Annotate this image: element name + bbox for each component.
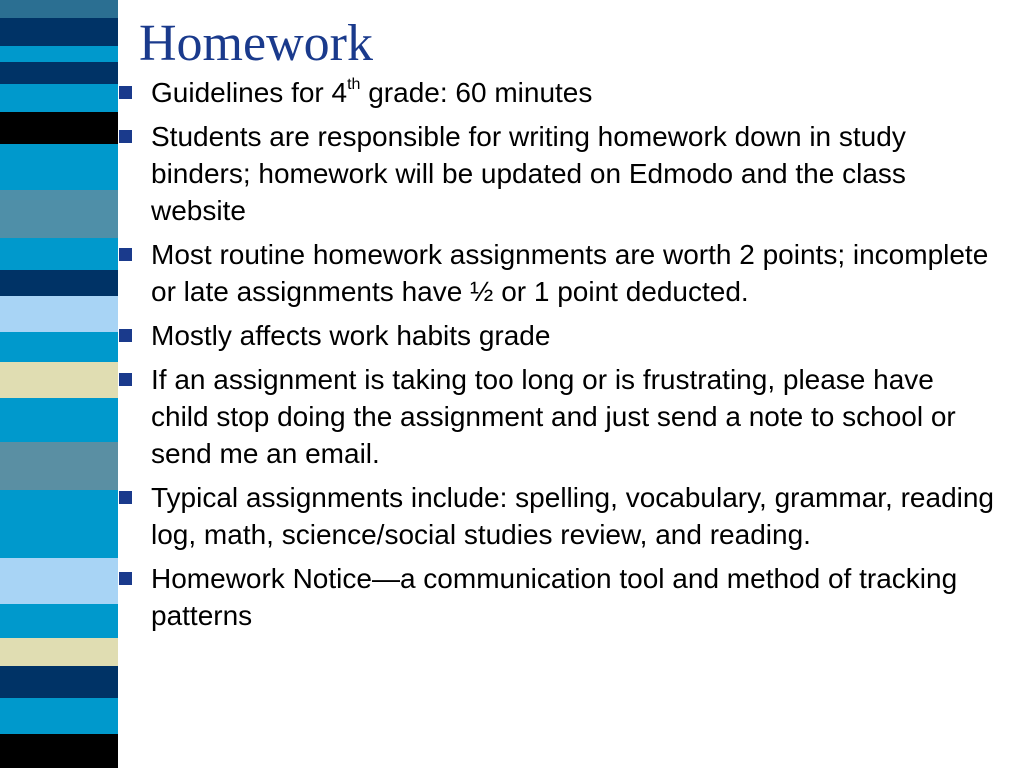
decorative-stripe (0, 362, 118, 398)
bullet-item (114, 361, 994, 472)
square-bullet-icon (119, 248, 132, 261)
decorative-stripe (0, 144, 118, 190)
decorative-stripe (0, 190, 118, 238)
decorative-stripe (0, 638, 118, 666)
bullet-item (114, 560, 994, 634)
decorative-stripe (0, 442, 118, 490)
square-bullet-icon (119, 572, 132, 585)
bullet-item (114, 236, 994, 310)
decorative-stripe (0, 558, 118, 604)
decorative-stripe (0, 270, 118, 296)
square-bullet-icon (119, 373, 132, 386)
bullet-list (114, 74, 994, 641)
decorative-stripe (0, 604, 118, 638)
bullet-item (114, 118, 994, 229)
bullet-text: If an assignment is taking too long or is frustrating, please have child stop doing the assignment and just send a note to school or send me an email. (151, 364, 956, 469)
bullet-text-post: grade: 60 minutes (360, 77, 593, 108)
bullet-text: Homework Notice—a communication tool and method of tracking patterns (151, 563, 958, 631)
bullet-item (114, 479, 994, 553)
decorative-stripe (0, 698, 118, 734)
decorative-stripe (0, 666, 118, 698)
decorative-stripe (0, 84, 118, 112)
decorative-stripe (0, 296, 118, 332)
bullet-text-pre: Guidelines for 4 (151, 77, 348, 108)
decorative-stripe (0, 46, 118, 62)
slide-title: Homework (139, 15, 373, 72)
decorative-stripe (0, 332, 118, 362)
square-bullet-icon (119, 329, 132, 342)
decorative-stripe (0, 0, 118, 18)
bullet-text: Students are responsible for writing homework down in study binders; homework will be updated on Edmodo and the class website (151, 121, 906, 226)
decorative-stripe (0, 490, 118, 558)
decorative-stripe (0, 62, 118, 84)
decorative-stripe (0, 18, 118, 46)
decorative-stripe (0, 238, 118, 270)
square-bullet-icon (119, 491, 132, 504)
bullet-text: Mostly affects work habits grade (151, 320, 551, 351)
decorative-stripe (0, 112, 118, 144)
decorative-stripe (0, 734, 118, 768)
bullet-item (114, 74, 994, 111)
decorative-stripe (0, 398, 118, 442)
bullet-item (114, 317, 994, 354)
square-bullet-icon (119, 86, 132, 99)
ordinal-superscript: th (347, 75, 361, 93)
bullet-text: Typical assignments include: spelling, vocabulary, grammar, reading log, math, science/social studies review, and reading. (151, 482, 995, 550)
square-bullet-icon (119, 130, 132, 143)
bullet-text: Most routine homework assignments are worth 2 points; incomplete or late assignments have ½ or 1 point deducted. (151, 239, 989, 307)
decorative-stripe-border (0, 0, 118, 768)
